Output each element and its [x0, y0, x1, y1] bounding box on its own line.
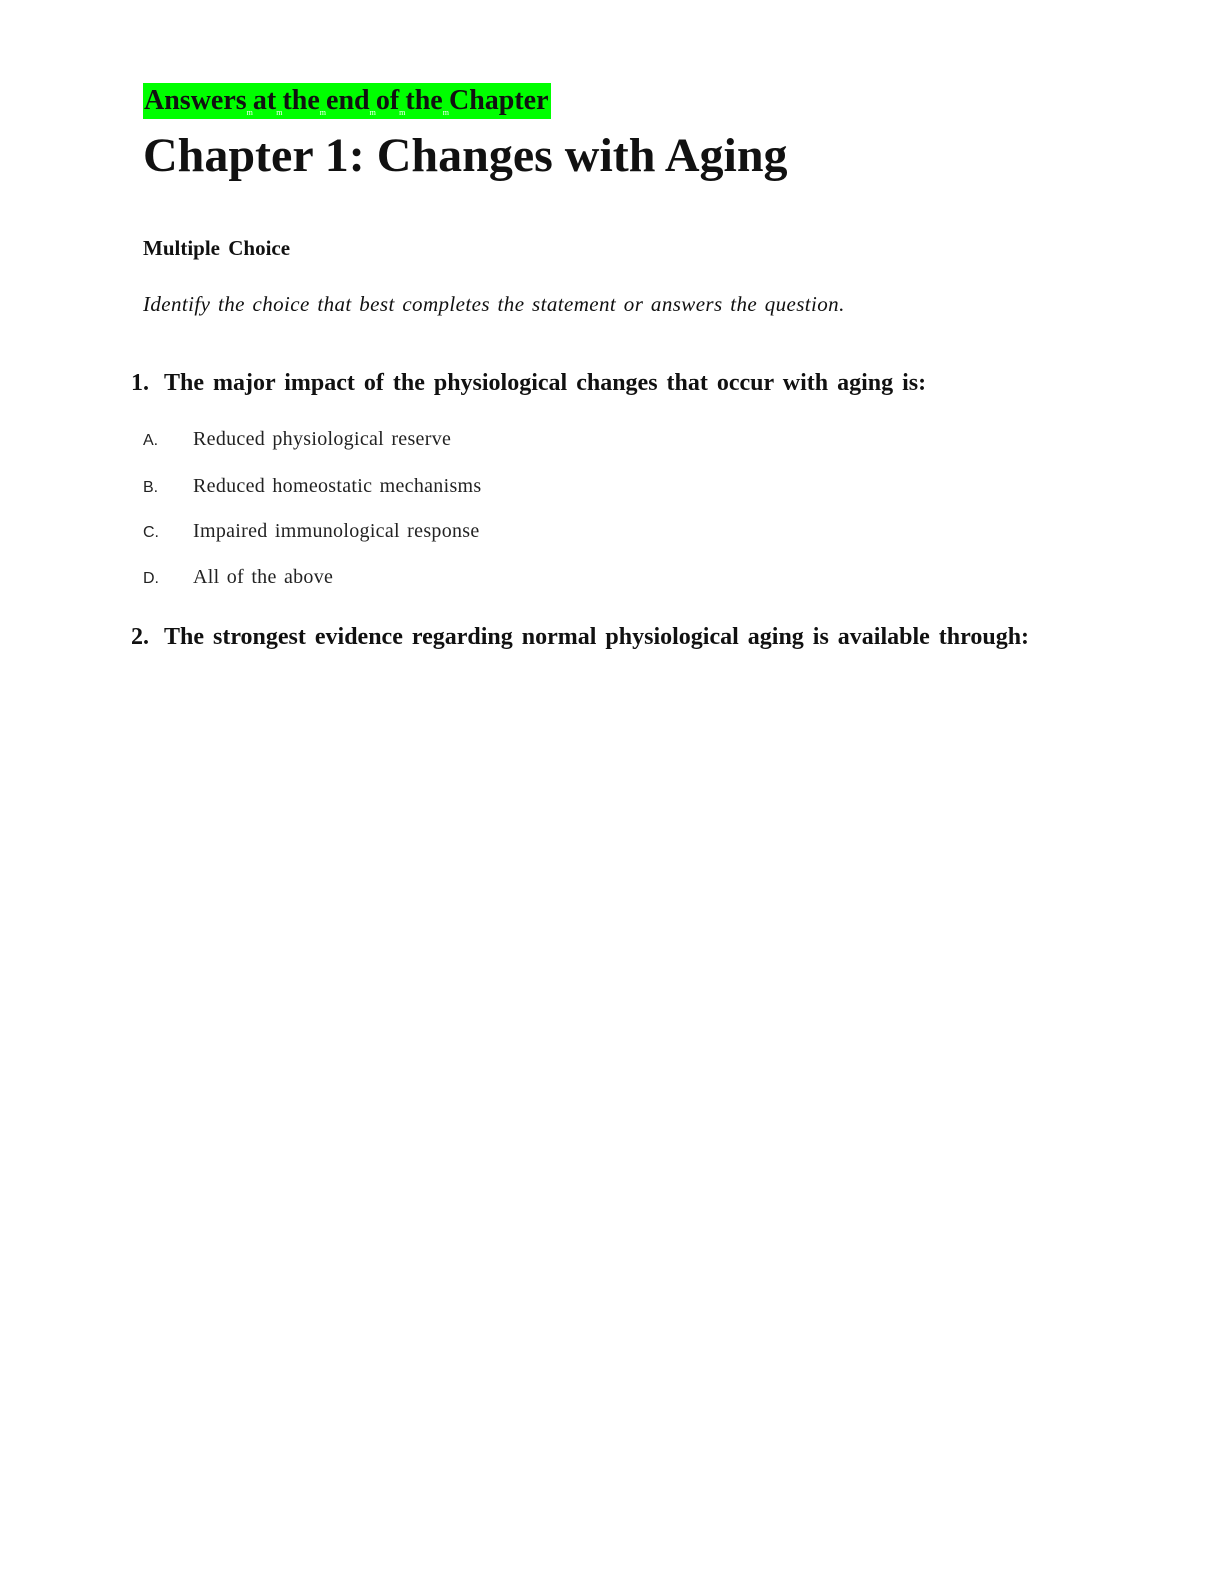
choice-letter: D. — [143, 570, 159, 587]
banner-separator: m — [442, 108, 449, 117]
answers-banner — [143, 83, 551, 119]
question-1 — [131, 367, 926, 399]
choice-text: All of the above — [193, 566, 334, 588]
question-number: 2. — [131, 624, 149, 650]
choice-letter: B. — [143, 479, 159, 496]
choice-text: Reduced physiological reserve — [193, 428, 452, 450]
choice-letter: A. — [143, 432, 159, 449]
banner-word: the — [405, 85, 443, 116]
banner-separator: m — [246, 108, 253, 117]
choice-text: Impaired immunological response — [193, 520, 480, 542]
question-2 — [131, 621, 1029, 653]
banner-separator: m — [369, 108, 376, 117]
choice-a — [143, 425, 451, 453]
banner-separator: m — [399, 108, 406, 117]
chapter-title: Chapter 1: Changes with Aging — [143, 129, 788, 182]
choice-c — [143, 517, 480, 545]
banner-separator: m — [276, 108, 283, 117]
banner-word: Chapter — [448, 85, 549, 116]
banner-word: of — [375, 85, 400, 116]
question-number: 1. — [131, 370, 149, 396]
banner-word: Answers — [144, 85, 247, 116]
choice-letter: C. — [143, 524, 159, 541]
question-text: The strongest evidence regarding normal physiological aging is available through: — [164, 624, 1030, 650]
question-text: The major impact of the physiological changes that occur with aging is: — [164, 370, 927, 396]
choice-b — [143, 472, 481, 500]
section-heading: Multiple Choice — [143, 236, 291, 260]
instructions-text: Identify the choice that best completes the statement or answers the question. — [143, 292, 845, 316]
choice-text: Reduced homeostatic mechanisms — [193, 475, 482, 497]
banner-word: at — [252, 85, 277, 116]
banner-word: the — [282, 85, 320, 116]
choice-d — [143, 563, 333, 591]
banner-word: end — [326, 85, 370, 116]
banner-separator: m — [319, 108, 327, 117]
